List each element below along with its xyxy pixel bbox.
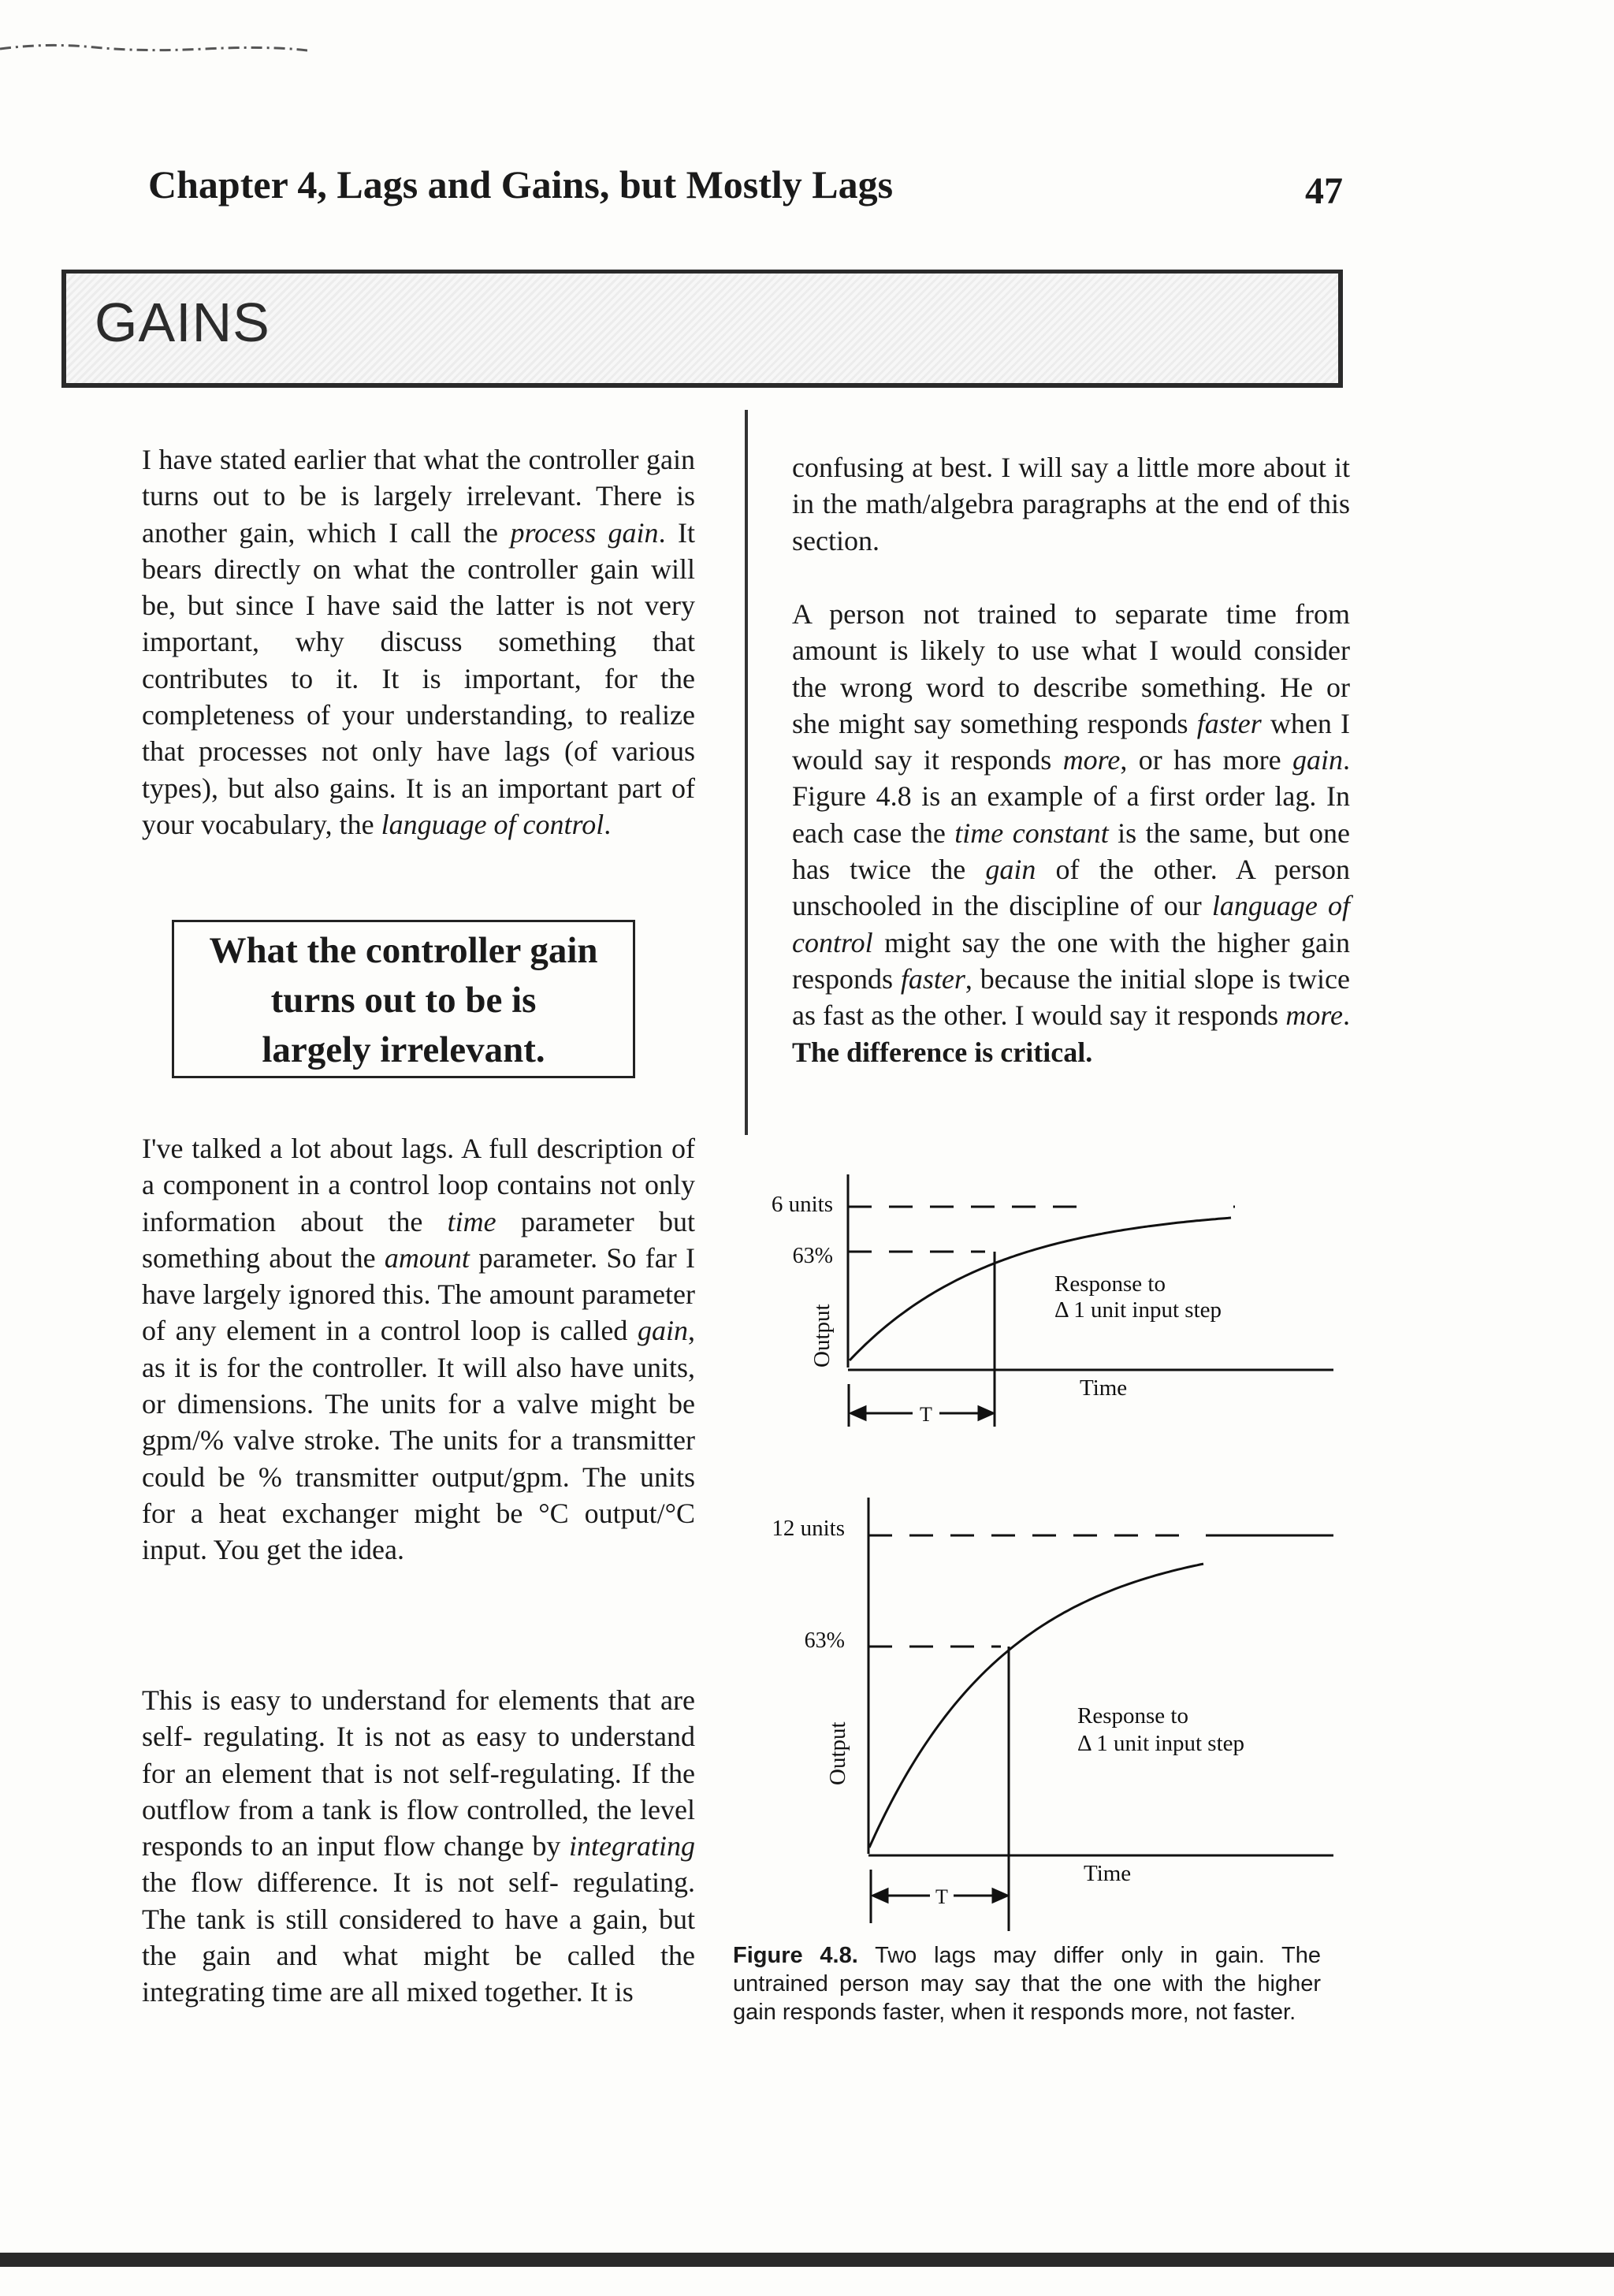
- text-run: A person not trained to separate time from amount is likely to use what I would consider the wrong word to describe something. He or she might say something responds: [792, 598, 1350, 739]
- pull-quote-line: largely irrelevant.: [262, 1029, 545, 1070]
- page-bottom-bar: [0, 2253, 1614, 2267]
- text-run: parameter but something about the: [142, 1205, 695, 1274]
- t-arrow-left: [851, 1407, 913, 1420]
- pull-quote-line: turns out to be is: [270, 980, 537, 1021]
- t-label: T: [920, 1403, 932, 1426]
- text-run: I've talked a lot about lags. A full description of a component in a control loop contains not only information about the: [142, 1133, 695, 1237]
- text-run: when I would say it responds: [792, 707, 1350, 776]
- page-number: 47: [1305, 170, 1343, 212]
- paragraph-process-gain: [142, 441, 695, 843]
- text-emphasis: language of control: [792, 890, 1351, 958]
- text-run: .: [604, 808, 612, 840]
- figure-caption: [733, 1941, 1321, 2026]
- marker-label: 63%: [792, 1244, 833, 1268]
- section-title: GAINS: [95, 292, 270, 353]
- text-emphasis: time constant: [954, 817, 1109, 849]
- final-value-label: 6 units: [771, 1192, 833, 1217]
- xlabel: Time: [1080, 1375, 1128, 1401]
- column-divider: [745, 410, 748, 1135]
- annotation-line1: Response to: [1054, 1271, 1166, 1297]
- pull-quote-line: What the controller gain: [209, 930, 598, 971]
- text-emphasis: faster: [1196, 707, 1262, 739]
- text-run: . Figure 4.8 is an example of a first order lag. In each case the: [792, 744, 1350, 849]
- t-arrow-right: [954, 1889, 1007, 1902]
- text-run: parameter. So far I have largely ignored this. The amount parameter of any element in a control loop is called: [142, 1241, 695, 1347]
- paragraph-self-regulating: [142, 1682, 695, 2011]
- text-emphasis: more: [1285, 999, 1343, 1032]
- text-run: I have stated earlier that what the controller gain turns out to be is largely irrelevant. There is another gain, which I call the: [142, 444, 695, 549]
- figure-4-8-chart-gain-6: [741, 1167, 1340, 1435]
- xlabel: Time: [1084, 1861, 1132, 1886]
- caption-text: Two lags may differ only in gain. The untrained person may say that the one with the higher gain responds faster, when it responds more, not faster.: [733, 1943, 1322, 2025]
- chapter-title: Chapter 4, Lags and Gains, but Mostly Lags: [148, 162, 894, 207]
- ylabel: Output: [809, 1304, 835, 1368]
- text-run: of the other. A person unschooled in the discipline of our: [792, 854, 1350, 922]
- t-arrow-left: [873, 1889, 930, 1902]
- paragraph-lags-amount: [142, 1130, 695, 1568]
- text-run: , as it is for the controller. It will also have units, or dimensions. The units for a valve might be gpm/% valve stroke. The units for a transmitter could be % transmitter output/gpm. The units for a heat exchanger might be °C output/°C input. You get the idea.: [142, 1315, 695, 1566]
- text-emphasis: language of control: [381, 808, 604, 840]
- text-run: is the same, but one has twice the: [792, 817, 1350, 886]
- paragraph-confusing: confusing at best. I will say a little more about it in the math/algebra paragraphs at the end of this section.: [792, 452, 1350, 556]
- text-run: might say the one with the higher gain responds: [792, 926, 1350, 995]
- text-emphasis: time: [447, 1205, 496, 1237]
- section-banner: [61, 270, 1343, 388]
- annotation-line2: Δ 1 unit input step: [1054, 1297, 1222, 1323]
- annotation-line2: Δ 1 unit input step: [1077, 1731, 1244, 1756]
- marker-label: 63%: [804, 1628, 845, 1653]
- text-emphasis: faster: [900, 962, 965, 995]
- text-emphasis: gain: [985, 854, 1036, 886]
- text-emphasis: integrating: [569, 1830, 695, 1862]
- scan-artifact: [0, 32, 307, 55]
- paragraph-faster-more: [792, 596, 1350, 1070]
- text-emphasis: gain: [637, 1315, 688, 1347]
- caption-label: Figure 4.8.: [733, 1943, 858, 1968]
- text-run: This is easy to understand for elements that are self- regulating. It is not as easy to understand for an element that is not self-regulating. If the outflow from a tank is flow controlled, the level responds to an input flow change by: [142, 1684, 695, 1862]
- text-emphasis: process gain: [510, 516, 659, 549]
- text-run: , or has more: [1120, 744, 1292, 776]
- text-emphasis: amount: [384, 1241, 470, 1274]
- response-curve: [850, 1218, 1231, 1360]
- text-run: . It bears directly on what the controller gain will be, but since I have said the latter is not very important, why discuss something that contributes to it. It is important, for the completeness of your understanding, to realize that processes not only have lags (of various types), but also gains. It is an important part of your vocabulary, the: [142, 516, 695, 840]
- text-run: , because the initial slope is twice as fast as the other. I would say it responds: [792, 962, 1350, 1032]
- text-run: the flow difference. It is not self- regulating. The tank is still considered to have a gain, but the gain and what might be called the integrating time are all mixed together. It is: [142, 1866, 695, 2008]
- pull-quote: [172, 920, 635, 1078]
- annotation-line1: Response to: [1077, 1703, 1188, 1729]
- text-bold: The difference is critical.: [792, 1036, 1093, 1068]
- text-emphasis: more: [1062, 744, 1121, 776]
- ylabel: Output: [825, 1721, 850, 1785]
- final-value-label: 12 units: [772, 1516, 845, 1541]
- text-emphasis: gain: [1292, 744, 1343, 776]
- t-arrow-right: [939, 1407, 993, 1420]
- text-run: .: [1343, 999, 1350, 1032]
- figure-4-8-chart-gain-12: [741, 1482, 1340, 1939]
- t-label: T: [935, 1885, 948, 1908]
